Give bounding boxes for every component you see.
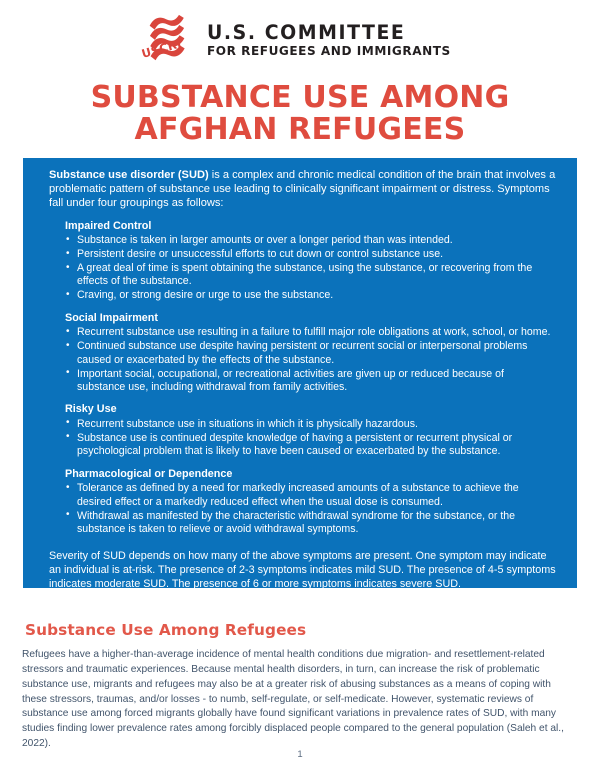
group-title: Impaired Control [65,219,152,232]
sud-term: Substance use disorder (SUD) [49,169,209,181]
group-bullet-list [65,482,563,536]
logo-wordmark [207,19,461,57]
uscri-logo [139,11,461,65]
page-number: 1 [297,749,303,760]
list-item: • Persistent desire or unsuccessful efforts to cut down or control substance use. [65,248,563,261]
symptom-group-impaired-control [37,220,563,303]
list-item: • Craving, or strong desire or urge to use the substance. [65,289,563,302]
page-title-line-2: AFGHAN REFUGEES [134,111,466,147]
symptom-group-risky-use [37,403,563,458]
section-body-paragraph: Refugees have a higher-than-average incidence of mental health conditions due migration- and resettlement-related stressors and traumatic experiences. Because mental health disorders, in turn, can increase the risk of problematic substance use, migrants and refugees may also be at a greater risk of abusing substances as a means of coping with these stressors, traumas, and/or losses - to numb, self-regulate, or self-medicate. However, systematic reviews of substance use among forced migrants globally have found significant variations in prevalence rates of SUD, with many studies finding lower prevalence rates among forcibly displaced people compared to the general population (Saleh et al., 2022). [22,649,564,749]
list-item: • Continued substance use despite having persistent or recurrent social or interpersonal problems caused or exacerbated by the effects of the substance. [65,340,563,367]
list-item: • A great deal of time is spent obtaining the substance, using the substance, or recovering from the effects of the substance. [65,262,563,289]
list-item: • Recurrent substance use in situations in which it is physically hazardous. [65,418,563,431]
document-header [0,0,600,65]
symptom-group-social-impairment [37,312,563,395]
logo-line-refugees-immigrants: FOR REFUGEES AND IMMIGRANTS [207,42,451,58]
sud-definition-text: is a complex and chronic medical condition of the brain that involves a problematic pattern of substance use leading to clinically significant impairment or distress. Symptoms fall under four groupings as follows: [49,169,556,210]
page-title [0,82,600,146]
group-bullet-list [65,326,563,394]
list-item: • Withdrawal as manifested by the characteristic withdrawal syndrome for the substance, or the substance is taken to relieve or avoid withdrawal symptoms. [65,510,563,537]
group-bullet-list [65,234,563,302]
logo-line-committee: U.S. COMMITTEE [207,20,406,44]
uscri-acronym-text: USCRI [139,36,183,61]
panel-intro-paragraph [37,168,563,211]
list-item: • Important social, occupational, or recreational activities are given up or reduced because of substance use, including withdrawal from family activities. [65,368,563,395]
section-heading-substance-use-among-refugees: Substance Use Among Refugees [25,620,307,639]
list-item: • Substance use is continued despite knowledge of having a persistent or recurrent physical or psychological problem that is likely to have been caused or exacerbated by the substance. [65,432,563,459]
group-bullet-list [65,418,563,459]
list-item: • Substance is taken in larger amounts or over a longer period than was intended. [65,234,563,247]
uscri-flag-icon [139,11,205,65]
sud-definition-panel [23,158,577,591]
group-title: Risky Use [65,403,117,416]
symptom-group-pharmacological-or-dependence [37,468,563,537]
sud-severity-paragraph: Severity of SUD depends on how many of the above symptoms are present. One symptom may indicate an individual is at-risk. The presence of 2-3 symptoms indicates mild SUD. The presence of 4-5 symptoms indicates moderate SUD. The presence of 6 or more symptoms indicates severe SUD. [49,550,556,591]
list-item: • Tolerance as defined by a need for markedly increased amounts of a substance to achieve the desired effect or a markedly reduced effect when the usual dose is consumed. [65,482,563,509]
list-item: • Recurrent substance use resulting in a failure to fulfill major role obligations at work, school, or home. [65,326,563,339]
group-title: Social Impairment [65,311,159,324]
page-title-line-1: SUBSTANCE USE AMONG [90,80,510,115]
group-title: Pharmacological or Dependence [65,467,233,480]
